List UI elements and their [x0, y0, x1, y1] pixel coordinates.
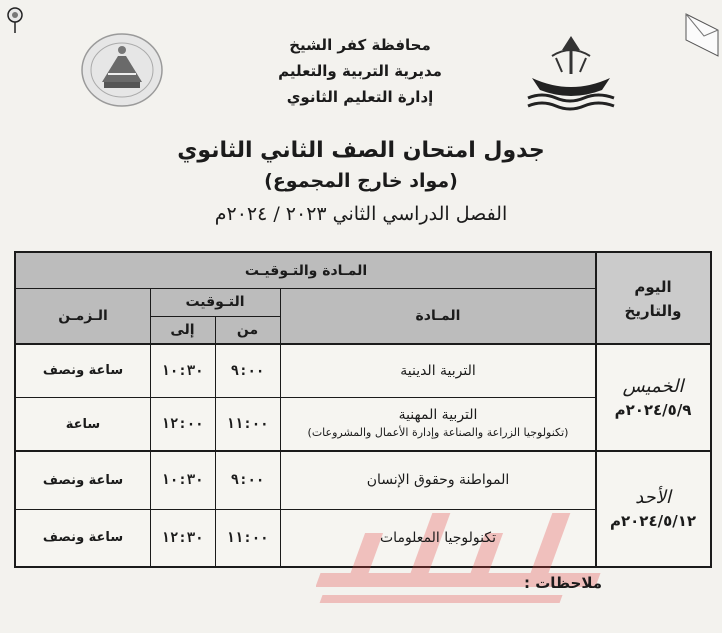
grid-line: [16, 509, 596, 510]
directorate-name: مديرية التربية والتعليم: [278, 62, 442, 80]
subject-cell: [280, 344, 596, 397]
page-title: جدول امتحان الصف الثاني الثانوي: [177, 138, 545, 163]
day-cell: [596, 451, 710, 566]
exam-duration: ساعة ونصف: [42, 530, 124, 545]
page-fold-icon: [682, 0, 722, 60]
time-from: ١١:٠٠: [226, 416, 269, 432]
header-subject-and-time: المـادة والتـوقيـت: [16, 253, 596, 288]
grid-line: [595, 253, 597, 566]
grid-line: [16, 343, 710, 345]
header-from: من: [215, 316, 280, 344]
time-from: ١١:٠٠: [226, 529, 269, 546]
day-cell: [596, 344, 710, 451]
header-subject: المـادة: [280, 288, 596, 344]
grid-line: [280, 288, 281, 566]
day-date: ٢٠٢٤/٥/٩م: [614, 400, 692, 419]
day-date: ٢٠٢٤/٥/١٢م: [609, 511, 697, 530]
academic-term: الفصل الدراسي الثاني ٢٠٢٣ / ٢٠٢٤م: [214, 203, 508, 225]
subject-name: تكنولوجيا المعلومات: [380, 529, 496, 546]
header-day-date: اليوم والتاريخ: [596, 253, 710, 344]
subject-cell: [280, 397, 596, 451]
header-duration: الـزمـن: [16, 288, 150, 344]
exam-duration: ساعة: [65, 416, 101, 432]
exam-duration: ساعة ونصف: [42, 472, 124, 488]
page-subtitle: (مواد خارج المجموع): [264, 170, 458, 192]
time-from: ٩:٠٠: [230, 472, 265, 488]
subject-name: التربية المهنية: [398, 407, 478, 423]
day-name: الخميس: [622, 375, 684, 397]
exam-schedule-table: [14, 251, 712, 568]
subject-name: التربية الدينية: [400, 362, 476, 379]
grid-line: [16, 450, 710, 452]
grid-line: [150, 288, 151, 566]
subject-name: المواطنة وحقوق الإنسان: [366, 472, 510, 488]
subject-note: (تكنولوجيا الزراعة والصناعة وإدارة الأعمال والمشروعات): [307, 426, 569, 439]
governorate-name: محافظة كفر الشيخ: [289, 36, 431, 54]
grid-line: [215, 316, 216, 566]
header-to: إلى: [150, 316, 215, 344]
education-directorate-logo: [78, 28, 166, 110]
exam-duration: ساعة ونصف: [42, 363, 124, 378]
grid-line: [16, 397, 596, 398]
subject-cell: [280, 509, 596, 566]
time-from: ٩:٠٠: [230, 362, 265, 379]
time-to: ١٢:٣٠: [161, 529, 204, 546]
time-to: ١٠:٣٠: [161, 362, 204, 379]
notes-label: ملاحظات :: [523, 574, 602, 592]
header-timing: التـوقيت: [150, 288, 280, 316]
grid-line: [16, 288, 596, 289]
pushpin-icon: [4, 6, 26, 34]
time-to: ١٠:٣٠: [161, 472, 204, 488]
subject-cell: [280, 451, 596, 509]
administration-name: إدارة التعليم الثانوي: [286, 88, 434, 106]
governorate-seal: [522, 30, 620, 114]
time-to: ١٢:٠٠: [161, 416, 204, 432]
day-name: الأحد: [635, 486, 671, 508]
